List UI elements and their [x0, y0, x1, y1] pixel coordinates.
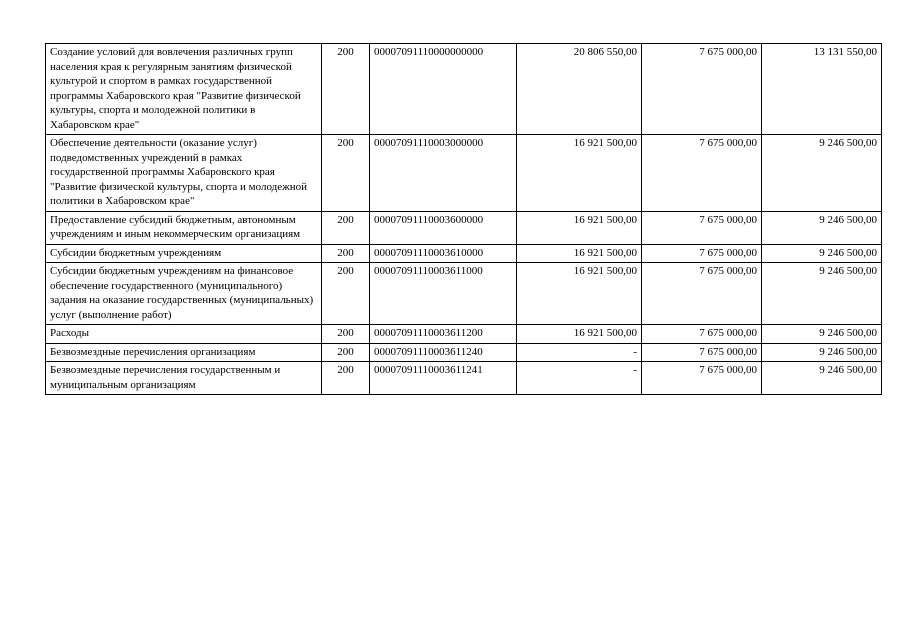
row-name-cell: Безвозмездные перечисления государственным и муниципальным организациям [46, 362, 322, 395]
row-approved-amount-cell: 16 921 500,00 [517, 211, 642, 244]
row-classification-code-cell: 00007091110003600000 [370, 211, 517, 244]
row-name-cell: Субсидии бюджетным учреждениям [46, 244, 322, 263]
row-name-cell: Субсидии бюджетным учреждениям на финансовое обеспечение государственного (муниципального) задания на оказание государственных (муниципальных) услуг (выполнение работ) [46, 263, 322, 325]
table-row [46, 44, 882, 135]
row-code-cell: 200 [322, 244, 370, 263]
row-remaining-amount-cell: 9 246 500,00 [762, 325, 882, 344]
row-classification-code-cell: 00007091110003611000 [370, 263, 517, 325]
row-code-cell: 200 [322, 44, 370, 135]
row-executed-amount-cell: 7 675 000,00 [642, 211, 762, 244]
row-approved-amount-cell: 16 921 500,00 [517, 263, 642, 325]
table-row [46, 263, 882, 325]
row-remaining-amount-cell: 9 246 500,00 [762, 263, 882, 325]
row-executed-amount-cell: 7 675 000,00 [642, 135, 762, 212]
row-remaining-amount-cell: 9 246 500,00 [762, 362, 882, 395]
row-executed-amount-cell: 7 675 000,00 [642, 244, 762, 263]
row-classification-code-cell: 00007091110003611200 [370, 325, 517, 344]
row-executed-amount-cell: 7 675 000,00 [642, 343, 762, 362]
row-classification-code-cell: 00007091110003611240 [370, 343, 517, 362]
row-remaining-amount-cell: 9 246 500,00 [762, 135, 882, 212]
row-code-cell: 200 [322, 263, 370, 325]
row-name-cell: Обеспечение деятельности (оказание услуг) подведомственных учреждений в рамках государственной программы Хабаровского края "Развитие физической культуры, спорта и молодежной политики в Хабаровском крае" [46, 135, 322, 212]
row-name-cell: Создание условий для вовлечения различных групп населения края к регулярным занятиям физической культурой и спортом в рамках государственной программы Хабаровского края "Развитие физической культуры, спорта и молодежной политики в Хабаровском крае" [46, 44, 322, 135]
row-classification-code-cell: 00007091110000000000 [370, 44, 517, 135]
table-row [46, 325, 882, 344]
row-name-cell: Расходы [46, 325, 322, 344]
row-code-cell: 200 [322, 135, 370, 212]
row-remaining-amount-cell: 9 246 500,00 [762, 211, 882, 244]
row-remaining-amount-cell: 9 246 500,00 [762, 244, 882, 263]
row-remaining-amount-cell: 13 131 550,00 [762, 44, 882, 135]
budget-table-body [46, 44, 882, 395]
row-approved-amount-cell: 16 921 500,00 [517, 325, 642, 344]
row-classification-code-cell: 00007091110003611241 [370, 362, 517, 395]
row-executed-amount-cell: 7 675 000,00 [642, 44, 762, 135]
row-executed-amount-cell: 7 675 000,00 [642, 362, 762, 395]
table-row [46, 135, 882, 212]
row-code-cell: 200 [322, 362, 370, 395]
row-code-cell: 200 [322, 325, 370, 344]
row-approved-amount-cell: 16 921 500,00 [517, 135, 642, 212]
row-classification-code-cell: 00007091110003000000 [370, 135, 517, 212]
row-name-cell: Предоставление субсидий бюджетным, автономным учреждениям и иным некоммерческим организациям [46, 211, 322, 244]
table-row [46, 362, 882, 395]
row-remaining-amount-cell: 9 246 500,00 [762, 343, 882, 362]
table-row [46, 343, 882, 362]
row-approved-amount-cell: 16 921 500,00 [517, 244, 642, 263]
row-code-cell: 200 [322, 211, 370, 244]
row-classification-code-cell: 00007091110003610000 [370, 244, 517, 263]
row-executed-amount-cell: 7 675 000,00 [642, 325, 762, 344]
row-executed-amount-cell: 7 675 000,00 [642, 263, 762, 325]
row-approved-amount-cell: - [517, 362, 642, 395]
row-code-cell: 200 [322, 343, 370, 362]
row-approved-amount-cell: 20 806 550,00 [517, 44, 642, 135]
budget-table [45, 43, 882, 395]
table-row [46, 244, 882, 263]
row-name-cell: Безвозмездные перечисления организациям [46, 343, 322, 362]
table-row [46, 211, 882, 244]
row-approved-amount-cell: - [517, 343, 642, 362]
